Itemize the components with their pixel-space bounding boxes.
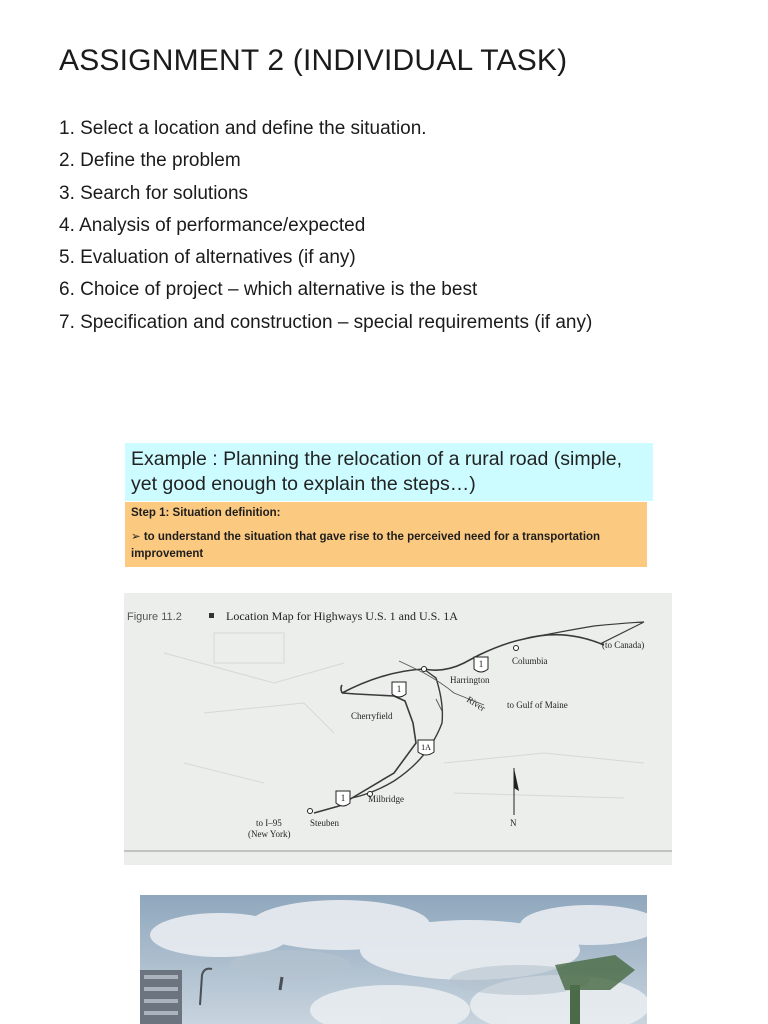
arrow-bullet-icon: ➢ [131, 531, 141, 543]
label-cherryfield: Cherryfield [351, 711, 393, 721]
label-milbridge: Milbridge [368, 794, 404, 804]
step1-bullet-text: to understand the situation that gave rise to the perceived need for a transportation improvement [131, 531, 601, 560]
label-harrington: Harrington [450, 675, 490, 685]
label-to-canada: (to Canada) [602, 640, 645, 650]
figure-label: Figure 11.2 [127, 611, 182, 623]
step1-callout [125, 502, 647, 567]
page-title: ASSIGNMENT 2 (INDIVIDUAL TASK) [59, 44, 568, 77]
example-callout: Example : Planning the relocation of a rural road (simple, yet good enough to explain the steps…) [125, 443, 653, 501]
step-item: 5. Evaluation of alternatives (if any) [59, 247, 356, 269]
label-gulf: to Gulf of Maine [507, 700, 568, 710]
north-arrow-icon [510, 768, 519, 828]
us1-shield-icon [474, 657, 488, 672]
highway-us1-road [314, 635, 604, 813]
town-marker [308, 809, 313, 814]
step-item: 4. Analysis of performance/expected [59, 214, 366, 236]
town-marker [514, 646, 519, 651]
label-new-york: (New York) [248, 829, 291, 839]
svg-text:N: N [510, 818, 517, 828]
steps-list [59, 116, 592, 342]
step-item: 3. Search for solutions [59, 182, 249, 204]
caption-separator-icon [209, 613, 214, 618]
step1-heading: Step 1: Situation definition: [131, 507, 281, 519]
town-marker [422, 667, 427, 672]
us1-shield-icon [392, 682, 406, 697]
label-columbia: Columbia [512, 656, 548, 666]
location-map-figure [124, 593, 672, 865]
figure-caption: Location Map for Highways U.S. 1 and U.S. 1A [226, 609, 458, 623]
svg-text:1: 1 [340, 793, 346, 803]
location-map [124, 593, 672, 865]
label-river: River [464, 694, 488, 714]
step-item: 2. Define the problem [59, 150, 241, 172]
svg-text:1: 1 [396, 684, 402, 694]
step-item: 6. Choice of project – which alternative is the best [59, 279, 478, 301]
step-item: 7. Specification and construction – special requirements (if any) [59, 311, 593, 333]
step-item: 1. Select a location and define the situation. [59, 118, 427, 139]
step1-bullet [131, 529, 641, 563]
us1a-shield-icon [418, 740, 434, 755]
svg-text:1: 1 [478, 659, 484, 669]
label-to-i95: to I–95 [256, 818, 282, 828]
svg-text:1A: 1A [421, 743, 431, 752]
us1-shield-icon [336, 791, 350, 806]
street-photo [140, 895, 647, 1024]
label-steuben: Steuben [310, 818, 339, 828]
sky-and-buildings-image [140, 895, 647, 1024]
